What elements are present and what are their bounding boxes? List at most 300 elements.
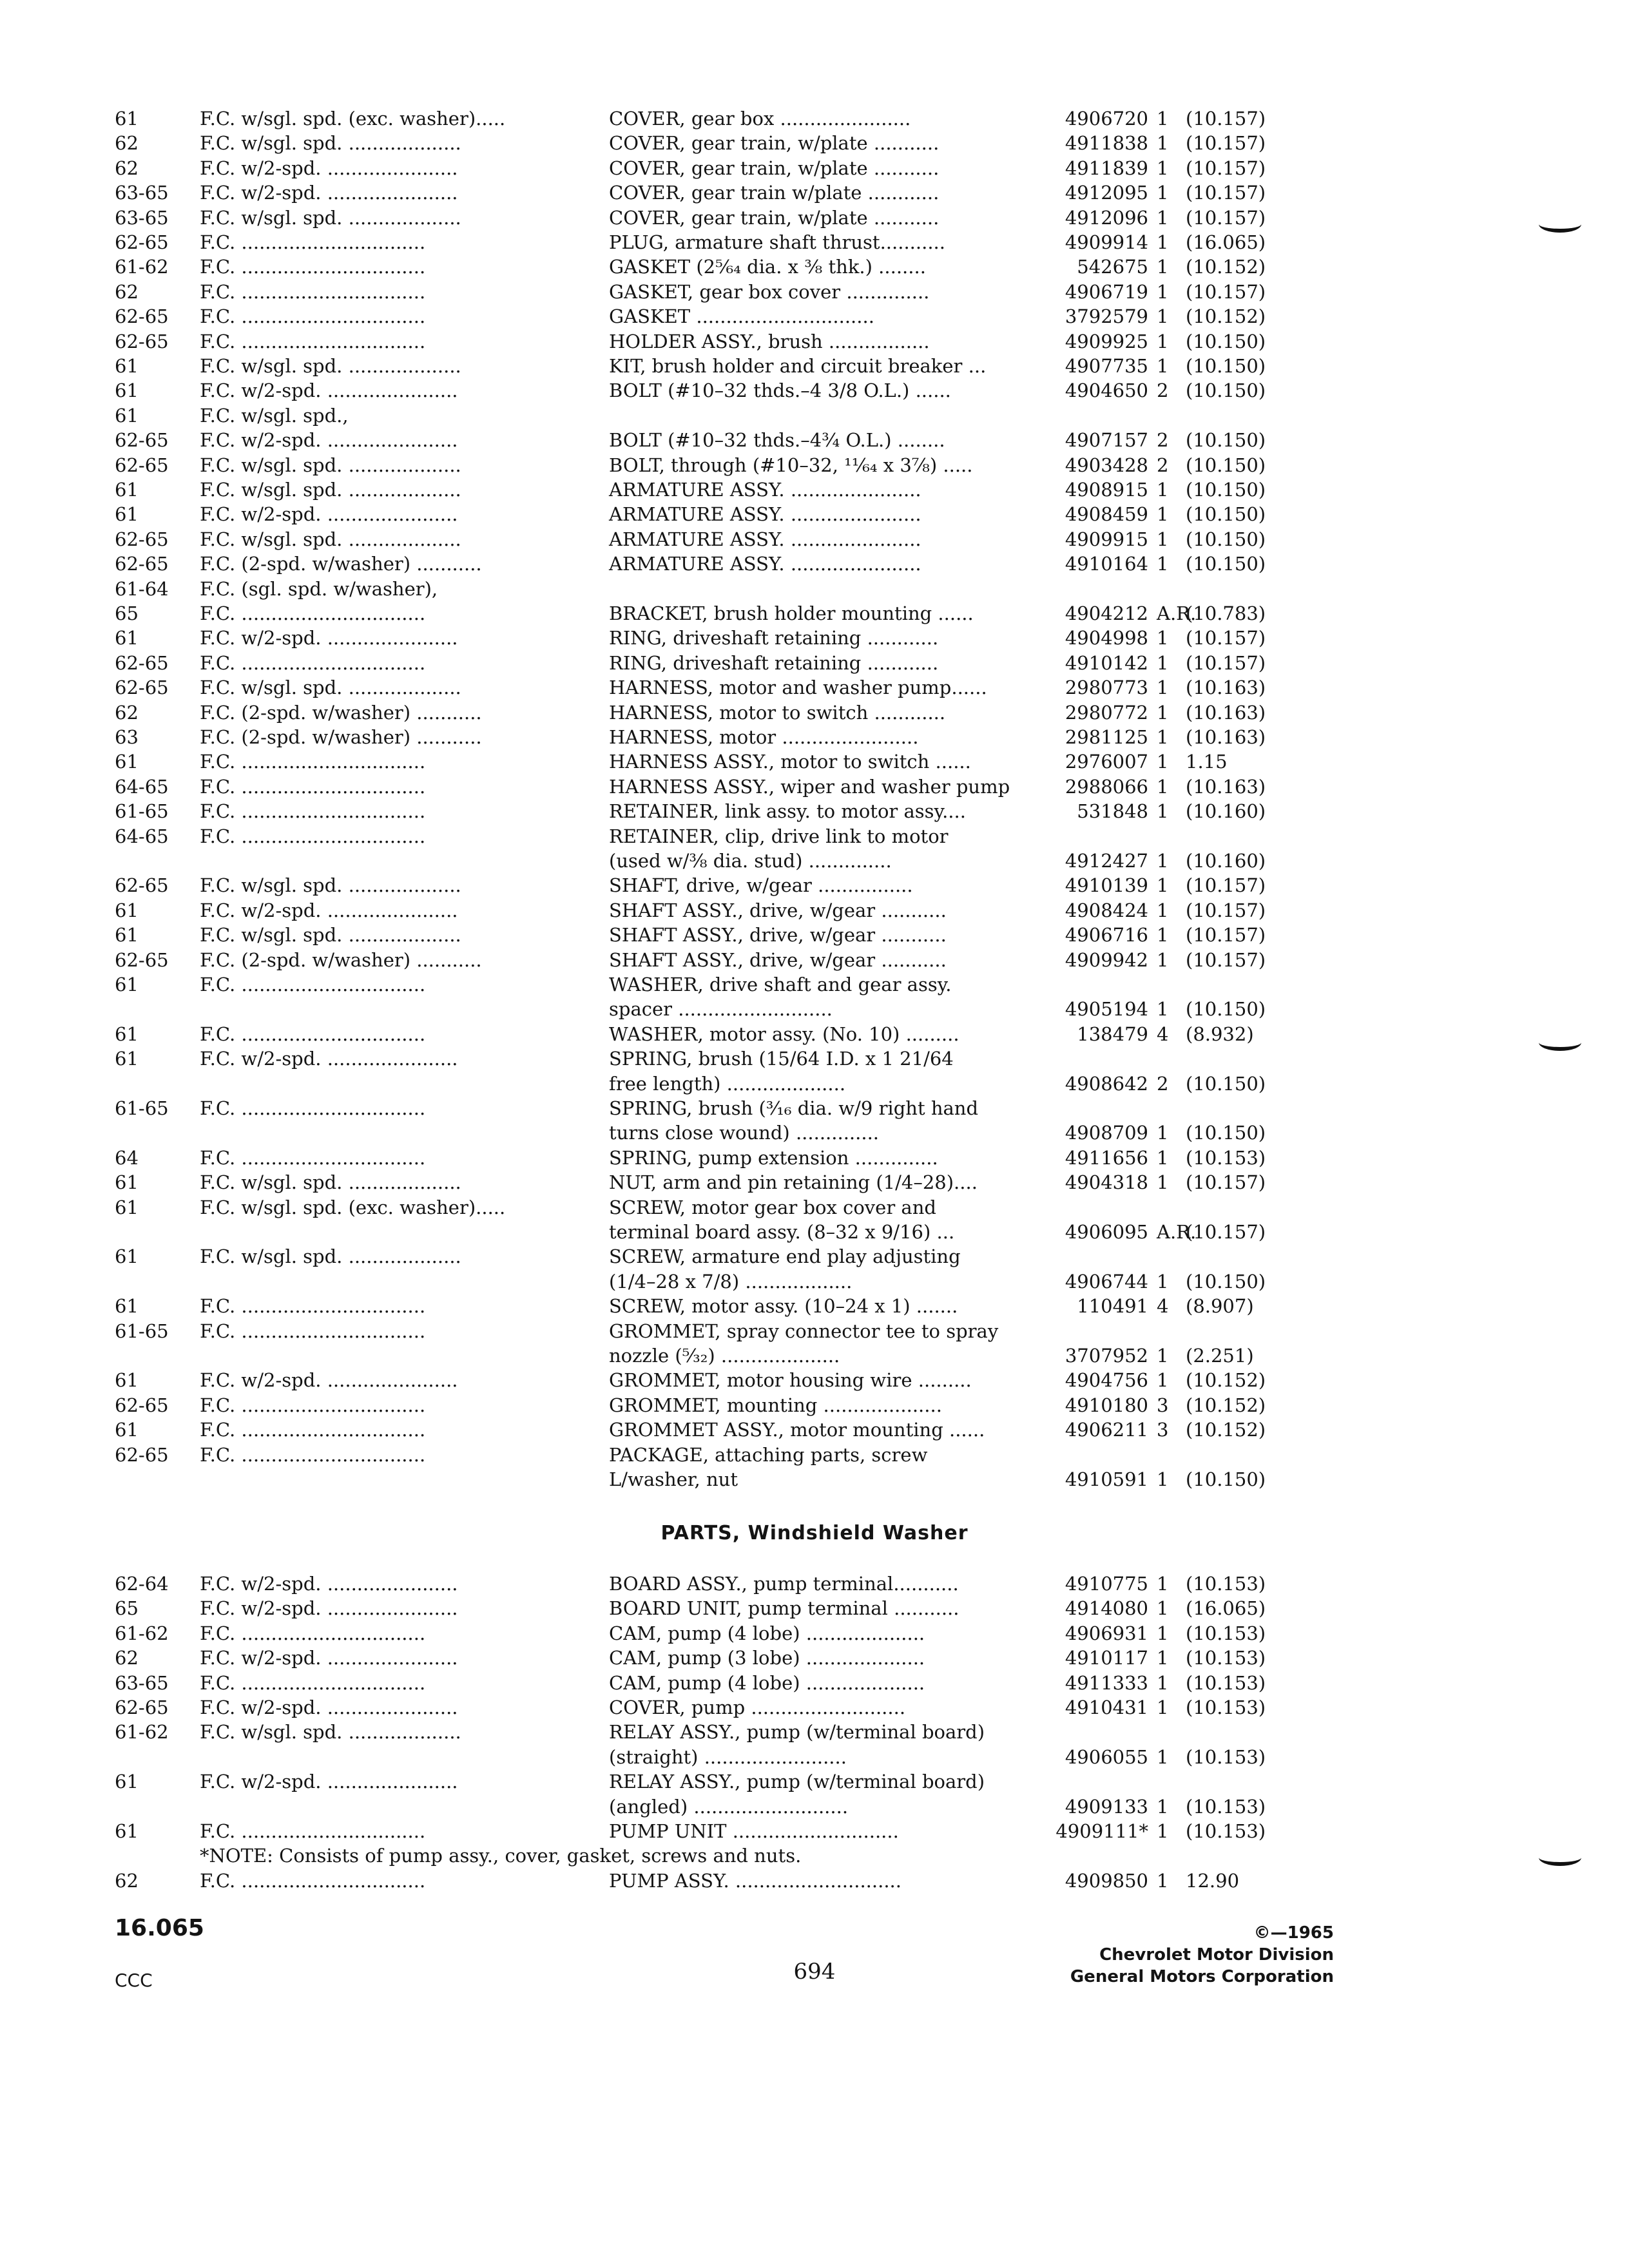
parts-row [0, 305, 1629, 328]
quantity-cell: 1 [1157, 157, 1169, 179]
parts-row [0, 131, 1629, 155]
part-number-cell: 4906720 [1065, 108, 1148, 130]
model-cell: F.C. ............................... [200, 1320, 426, 1342]
description-cell: (straight) ........................ [609, 1745, 847, 1768]
quantity-cell: 1 [1157, 1573, 1169, 1595]
quantity-cell: A.R. [1157, 602, 1197, 624]
year-cell: 62-65 [115, 553, 169, 575]
quantity-cell: 3 [1157, 1419, 1169, 1441]
parts-row [0, 1344, 1629, 1367]
description-cell: RETAINER, link assy. to motor assy.... [609, 800, 966, 823]
year-cell: 62 [115, 701, 139, 724]
description-cell: (1/4–28 x 7/8) .................. [609, 1270, 853, 1293]
part-number-cell: 2980773 [1065, 677, 1148, 699]
group-number-cell: (10.152) [1186, 305, 1266, 328]
parts-row [0, 1720, 1629, 1744]
parts-row [0, 1671, 1629, 1695]
model-cell: F.C. ............................... [200, 1820, 426, 1842]
group-number-cell: (10.157) [1186, 948, 1266, 971]
part-number-cell: 4911656 [1065, 1146, 1148, 1169]
part-number-cell: 4911839 [1065, 157, 1148, 179]
description-cell: BOARD UNIT, pump terminal ........... [609, 1597, 959, 1620]
parts-row [0, 1245, 1629, 1268]
year-cell: 62-64 [115, 1573, 169, 1595]
year-cell: 61 [115, 355, 139, 377]
year-cell: 65 [115, 602, 139, 624]
part-number-cell: 4904756 [1065, 1369, 1148, 1392]
group-number-cell: (10.157) [1186, 132, 1266, 155]
quantity-cell: 2 [1157, 429, 1169, 452]
year-cell: 61 [115, 899, 139, 921]
part-number-cell: 3792579 [1065, 305, 1148, 328]
parts-row [0, 107, 1629, 130]
model-cell: F.C. w/sgl. spd. ................... [200, 454, 461, 476]
group-number-cell: (16.065) [1186, 231, 1266, 253]
quantity-cell: 1 [1157, 182, 1169, 204]
model-cell: F.C. w/2-spd. ...................... [200, 1696, 458, 1718]
parts-row [0, 923, 1629, 947]
model-cell: F.C. w/2-spd. ...................... [200, 1771, 458, 1793]
parts-row [0, 948, 1629, 972]
part-number-cell: 4906095 [1065, 1221, 1148, 1243]
model-cell: F.C. ............................... [200, 280, 426, 303]
description-cell: nozzle (⁵⁄₃₂) .................... [609, 1345, 840, 1367]
part-number-cell: 4912427 [1065, 850, 1148, 872]
group-number-cell: (10.160) [1186, 850, 1266, 872]
year-cell: 64-65 [115, 825, 169, 847]
description-cell: WASHER, drive shaft and gear assy. [609, 974, 952, 995]
group-number-cell: 1.15 [1186, 751, 1228, 773]
part-number-cell: 4909850 [1065, 1869, 1148, 1892]
parts-row [0, 1443, 1629, 1466]
group-number-cell: (10.153) [1186, 1745, 1266, 1768]
quantity-cell: 1 [1157, 1671, 1169, 1694]
model-cell: F.C. ............................... [200, 330, 426, 352]
group-number-cell: (10.157) [1186, 280, 1266, 303]
group-number-cell: (10.157) [1186, 924, 1266, 947]
parts-row [0, 1869, 1629, 1892]
part-number-cell: 4910180 [1065, 1394, 1148, 1416]
parts-row [0, 206, 1629, 229]
quantity-cell: 1 [1157, 850, 1169, 872]
year-cell: 62 [115, 132, 139, 155]
parts-row [0, 181, 1629, 204]
group-number-cell: (10.163) [1186, 701, 1266, 724]
model-cell: F.C. w/sgl. spd. ................... [200, 677, 461, 699]
model-cell: F.C. w/2-spd. ...................... [200, 182, 458, 204]
model-cell: F.C. ............................... [200, 1443, 426, 1466]
parts-row [0, 1294, 1629, 1318]
year-cell: 62-65 [115, 651, 169, 674]
part-number-cell: 4909914 [1065, 231, 1148, 253]
group-number-cell: (10.150) [1186, 553, 1266, 575]
quantity-cell: 1 [1157, 256, 1169, 278]
section-heading: PARTS, Windshield Washer [660, 1522, 969, 1544]
year-cell: 61 [115, 479, 139, 501]
quantity-cell: 1 [1157, 206, 1169, 229]
model-cell: F.C. w/sgl. spd. ................... [200, 1721, 461, 1744]
parts-row [0, 1369, 1629, 1392]
description-cell: PUMP UNIT ............................ [609, 1820, 899, 1842]
year-cell: 61-62 [115, 1721, 169, 1744]
model-cell: F.C. ............................... [200, 651, 426, 674]
part-number-cell: 4904212 [1065, 602, 1148, 624]
parts-row [0, 1171, 1629, 1194]
description-cell: GASKET (2⁵⁄₆₄ dia. x ³⁄₈ thk.) ........ [609, 256, 926, 278]
description-cell: RELAY ASSY., pump (w/terminal board) [609, 1771, 985, 1793]
year-cell: 62-65 [115, 231, 169, 253]
part-number-cell: 2980772 [1065, 701, 1148, 724]
part-number-cell: 4911333 [1065, 1671, 1148, 1694]
part-number-cell: 4905194 [1065, 998, 1148, 1021]
description-cell: PACKAGE, attaching parts, screw [609, 1443, 928, 1466]
year-cell: 61 [115, 404, 139, 427]
model-cell: F.C. w/sgl. spd. ................... [200, 528, 461, 550]
parts-row [0, 874, 1629, 897]
year-cell: 61 [115, 380, 139, 402]
parts-row [0, 1394, 1629, 1417]
model-cell: F.C. ............................... [200, 775, 426, 798]
part-number-cell: 4912095 [1065, 182, 1148, 204]
group-number-cell: (10.163) [1186, 775, 1266, 798]
model-cell: F.C. w/sgl. spd. ................... [200, 355, 461, 377]
year-cell: 61 [115, 751, 139, 773]
group-number-cell: (10.157) [1186, 1171, 1266, 1194]
quantity-cell: 1 [1157, 1696, 1169, 1718]
quantity-cell: 1 [1157, 1597, 1169, 1620]
description-cell: PUMP ASSY. ............................ [609, 1869, 901, 1892]
part-number-cell: 542675 [1077, 256, 1148, 278]
parts-row [0, 330, 1629, 353]
year-cell: 62 [115, 1647, 139, 1669]
model-cell: F.C. (2-spd. w/washer) ........... [200, 553, 482, 575]
part-number-cell: 2981125 [1065, 726, 1148, 748]
quantity-cell: 1 [1157, 924, 1169, 947]
description-cell: SHAFT ASSY., drive, w/gear ........... [609, 948, 947, 971]
quantity-cell: 1 [1157, 330, 1169, 352]
model-cell: *NOTE: Consists of pump assy., cover, gasket, screws and nuts. [200, 1845, 802, 1867]
parts-row [0, 1047, 1629, 1070]
quantity-cell: 1 [1157, 132, 1169, 155]
part-number-cell: 4912096 [1065, 206, 1148, 229]
part-number-cell: 4910164 [1065, 553, 1148, 575]
part-number-cell: 531848 [1077, 800, 1148, 823]
year-cell: 62-65 [115, 1443, 169, 1466]
year-cell: 62 [115, 280, 139, 303]
year-cell: 62-65 [115, 1696, 169, 1718]
description-cell: (used w/⅜ dia. stud) .............. [609, 850, 892, 872]
year-cell: 61 [115, 108, 139, 130]
description-cell: COVER, gear train, w/plate ........... [609, 132, 940, 155]
year-cell: 64-65 [115, 775, 169, 798]
description-cell: SHAFT, drive, w/gear ................ [609, 874, 913, 897]
page-number: 694 [793, 1959, 836, 1984]
parts-row [0, 899, 1629, 922]
year-cell: 61-65 [115, 1320, 169, 1342]
binding-mark [1539, 1849, 1581, 1866]
parts-row [0, 1220, 1629, 1244]
quantity-cell: 1 [1157, 751, 1169, 773]
quantity-cell: 1 [1157, 479, 1169, 501]
model-cell: F.C. ............................... [200, 1869, 426, 1892]
quantity-cell: 1 [1157, 677, 1169, 699]
parts-row [0, 800, 1629, 823]
year-cell: 63-65 [115, 206, 169, 229]
quantity-cell: 1 [1157, 800, 1169, 823]
model-cell: F.C. ............................... [200, 1146, 426, 1169]
year-cell: 65 [115, 1597, 139, 1620]
group-number-cell: (8.907) [1186, 1295, 1254, 1318]
corporation: General Motors Corporation [1070, 1967, 1334, 1986]
description-cell: WASHER, motor assy. (No. 10) ......... [609, 1023, 959, 1045]
parts-row [0, 701, 1629, 724]
parts-row [0, 1795, 1629, 1818]
part-number-cell: 4908424 [1065, 899, 1148, 921]
group-number-cell: (10.153) [1186, 1622, 1266, 1644]
parts-row [0, 577, 1629, 601]
parts-row [0, 428, 1629, 452]
description-cell: SPRING, pump extension .............. [609, 1146, 938, 1169]
description-cell: HOLDER ASSY., brush ................. [609, 330, 930, 352]
group-number-cell: (10.153) [1186, 1146, 1266, 1169]
model-cell: F.C. ............................... [200, 751, 426, 773]
description-cell: CAM, pump (3 lobe) .................... [609, 1647, 925, 1669]
parts-row [0, 231, 1629, 254]
year-cell: 61-65 [115, 800, 169, 823]
year-cell: 61 [115, 1171, 139, 1194]
group-number-cell: (2.251) [1186, 1345, 1254, 1367]
parts-row [0, 1622, 1629, 1645]
description-cell: L/washer, nut [609, 1468, 738, 1490]
description-cell: ARMATURE ASSY. ...................... [609, 479, 921, 501]
group-number-cell: (10.150) [1186, 429, 1266, 452]
parts-row [0, 825, 1629, 848]
parts-row [0, 528, 1629, 551]
description-cell: COVER, gear train, w/plate ........... [609, 206, 940, 229]
year-cell: 62-65 [115, 948, 169, 971]
parts-row [0, 1097, 1629, 1120]
year-cell: 63-65 [115, 182, 169, 204]
part-number-cell: 4909915 [1065, 528, 1148, 550]
group-number-cell: (10.157) [1186, 627, 1266, 649]
description-cell: PLUG, armature shaft thrust........... [609, 231, 945, 253]
model-cell: F.C. w/sgl. spd. ................... [200, 479, 461, 501]
quantity-cell: 3 [1157, 1394, 1169, 1416]
parts-row [0, 1844, 1629, 1867]
model-cell: F.C. w/sgl. spd. ................... [200, 1245, 461, 1268]
description-cell: GROMMET, mounting .................... [609, 1394, 942, 1416]
year-cell: 61 [115, 1419, 139, 1441]
parts-row [0, 1696, 1629, 1719]
group-number-cell: (10.157) [1186, 182, 1266, 204]
model-cell: F.C. w/sgl. spd., [200, 404, 349, 427]
description-cell: BRACKET, brush holder mounting ...... [609, 602, 974, 624]
group-number-cell: (10.163) [1186, 726, 1266, 748]
model-cell: F.C. w/2-spd. ...................... [200, 157, 458, 179]
model-cell: F.C. ............................... [200, 256, 426, 278]
group-number-cell: (10.152) [1186, 1369, 1266, 1392]
quantity-cell: 1 [1157, 726, 1169, 748]
description-cell: HARNESS, motor to switch ............ [609, 701, 946, 724]
model-cell: F.C. w/2-spd. ...................... [200, 1647, 458, 1669]
model-cell: F.C. w/sgl. spd. ................... [200, 1171, 461, 1194]
description-cell: turns close wound) .............. [609, 1122, 879, 1144]
part-number-cell: 4904998 [1065, 627, 1148, 649]
quantity-cell: 1 [1157, 553, 1169, 575]
description-cell: CAM, pump (4 lobe) .................... [609, 1671, 925, 1694]
group-number-cell: (10.150) [1186, 380, 1266, 402]
year-cell: 61 [115, 503, 139, 526]
group-number-cell: (10.153) [1186, 1696, 1266, 1718]
model-cell: F.C. w/2-spd. ...................... [200, 380, 458, 402]
part-number-cell: 4909942 [1065, 948, 1148, 971]
model-cell: F.C. (2-spd. w/washer) ........... [200, 701, 482, 724]
parts-row [0, 1121, 1629, 1144]
group-number-cell: (10.150) [1186, 355, 1266, 377]
model-cell: F.C. ............................... [200, 602, 426, 624]
model-cell: F.C. ............................... [200, 1394, 426, 1416]
description-cell: terminal board assy. (8–32 x 9/16) ... [609, 1221, 955, 1243]
model-cell: F.C. w/2-spd. ...................... [200, 1573, 458, 1595]
quantity-cell: 2 [1157, 454, 1169, 476]
year-cell: 62-65 [115, 1394, 169, 1416]
parts-row [0, 1572, 1629, 1595]
group-number-cell: (10.150) [1186, 1468, 1266, 1490]
description-cell: SCREW, armature end play adjusting [609, 1245, 961, 1268]
group-number-cell: (10.150) [1186, 998, 1266, 1021]
description-cell: ARMATURE ASSY. ...................... [609, 503, 921, 526]
part-number-cell: 4910775 [1065, 1573, 1148, 1595]
year-cell: 61-64 [115, 577, 169, 600]
quantity-cell: 1 [1157, 280, 1169, 303]
part-number-cell: 4909925 [1065, 330, 1148, 352]
group-number-cell: (8.932) [1186, 1023, 1254, 1045]
quantity-cell: 1 [1157, 1468, 1169, 1490]
group-number-cell: (10.153) [1186, 1820, 1266, 1842]
group-number-cell: (10.157) [1186, 157, 1266, 179]
group-number-cell: (10.157) [1186, 108, 1266, 130]
parts-row [0, 1820, 1629, 1843]
parts-row [0, 354, 1629, 378]
year-cell: 62 [115, 1869, 139, 1892]
description-cell: SCREW, motor assy. (10–24 x 1) ....... [609, 1295, 958, 1318]
quantity-cell: 1 [1157, 775, 1169, 798]
description-cell: GROMMET ASSY., motor mounting ...... [609, 1419, 985, 1441]
parts-row [0, 1745, 1629, 1769]
description-cell: BOLT (#10–32 thds.–4 3/8 O.L.) ...... [609, 380, 951, 402]
model-cell: F.C. w/sgl. spd. ................... [200, 132, 461, 155]
parts-row [0, 973, 1629, 996]
parts-row [0, 478, 1629, 501]
model-cell: F.C. (sgl. spd. w/washer), [200, 577, 438, 600]
part-number-cell: 138479 [1077, 1023, 1148, 1045]
year-cell: 62-65 [115, 305, 169, 328]
model-cell: F.C. (2-spd. w/washer) ........... [200, 726, 482, 748]
part-number-cell: 4909111* [1055, 1820, 1148, 1842]
model-cell: F.C. w/2-spd. ...................... [200, 899, 458, 921]
model-cell: F.C. ............................... [200, 1097, 426, 1119]
model-cell: F.C. w/2-spd. ...................... [200, 627, 458, 649]
part-number-cell: 4910431 [1065, 1696, 1148, 1718]
description-cell: HARNESS, motor ....................... [609, 726, 919, 748]
part-number-cell: 4910139 [1065, 874, 1148, 897]
part-number-cell: 4904650 [1065, 380, 1148, 402]
group-number-cell: (10.150) [1186, 503, 1266, 526]
quantity-cell: 1 [1157, 108, 1169, 130]
description-cell: BOLT, through (#10–32, ¹¹⁄₆₄ x 3⅞) ..... [609, 454, 973, 476]
parts-row [0, 379, 1629, 402]
description-cell: spacer .......................... [609, 998, 833, 1021]
quantity-cell: 1 [1157, 1369, 1169, 1392]
description-cell: CAM, pump (4 lobe) .................... [609, 1622, 925, 1644]
quantity-cell: 1 [1157, 355, 1169, 377]
year-cell: 61-65 [115, 1097, 169, 1119]
group-number-cell: (10.150) [1186, 479, 1266, 501]
description-cell: SCREW, motor gear box cover and [609, 1196, 936, 1218]
group-number-cell: (10.152) [1186, 1419, 1266, 1441]
description-cell: SPRING, brush (³⁄₁₆ dia. w/9 right hand [609, 1097, 979, 1119]
binding-mark [1539, 216, 1581, 233]
description-cell: HARNESS ASSY., wiper and washer pump [609, 775, 1010, 798]
description-cell: GASKET .............................. [609, 305, 874, 328]
quantity-cell: 1 [1157, 1171, 1169, 1194]
quantity-cell: 1 [1157, 528, 1169, 550]
part-number-cell: 4906211 [1065, 1419, 1148, 1441]
quantity-cell: 4 [1157, 1295, 1169, 1318]
model-cell: F.C. w/2-spd. ...................... [200, 503, 458, 526]
model-cell: F.C. ............................... [200, 800, 426, 823]
quantity-cell: 1 [1157, 503, 1169, 526]
part-number-cell: 4910591 [1065, 1468, 1148, 1490]
binding-mark [1539, 1034, 1581, 1051]
group-number-cell: (10.150) [1186, 1270, 1266, 1293]
model-cell: F.C. (2-spd. w/washer) ........... [200, 948, 482, 971]
year-cell: 61 [115, 1048, 139, 1070]
model-cell: F.C. ............................... [200, 825, 426, 847]
quantity-cell: 1 [1157, 899, 1169, 921]
parts-row [0, 849, 1629, 872]
parts-row [0, 1468, 1629, 1491]
year-cell: 61 [115, 1820, 139, 1842]
parts-row [0, 1770, 1629, 1793]
group-number-cell: (10.153) [1186, 1647, 1266, 1669]
parts-row [0, 552, 1629, 575]
part-number-cell: 4906719 [1065, 280, 1148, 303]
group-number-cell: 12.90 [1186, 1869, 1240, 1892]
quantity-cell: A.R. [1157, 1221, 1197, 1243]
part-number-cell: 2976007 [1065, 751, 1148, 773]
description-cell: HARNESS, motor and washer pump...... [609, 677, 987, 699]
quantity-cell: 1 [1157, 1869, 1169, 1892]
description-cell: free length) .................... [609, 1072, 846, 1095]
division: Chevrolet Motor Division [1099, 1945, 1334, 1965]
parts-row [0, 1418, 1629, 1441]
quantity-cell: 1 [1157, 1146, 1169, 1169]
year-cell: 61 [115, 1196, 139, 1218]
quantity-cell: 1 [1157, 305, 1169, 328]
description-cell: COVER, pump .......................... [609, 1696, 906, 1718]
model-cell: F.C. w/2-spd. ...................... [200, 429, 458, 452]
description-cell: ARMATURE ASSY. ...................... [609, 553, 921, 575]
model-cell: F.C. w/sgl. spd. (exc. washer)..... [200, 108, 506, 130]
section-code: 16.065 [115, 1915, 204, 1941]
year-cell: 63 [115, 726, 139, 748]
quantity-cell: 1 [1157, 874, 1169, 897]
parts-row [0, 726, 1629, 749]
group-number-cell: (10.150) [1186, 454, 1266, 476]
part-number-cell: 4911838 [1065, 132, 1148, 155]
group-number-cell: (10.157) [1186, 899, 1266, 921]
